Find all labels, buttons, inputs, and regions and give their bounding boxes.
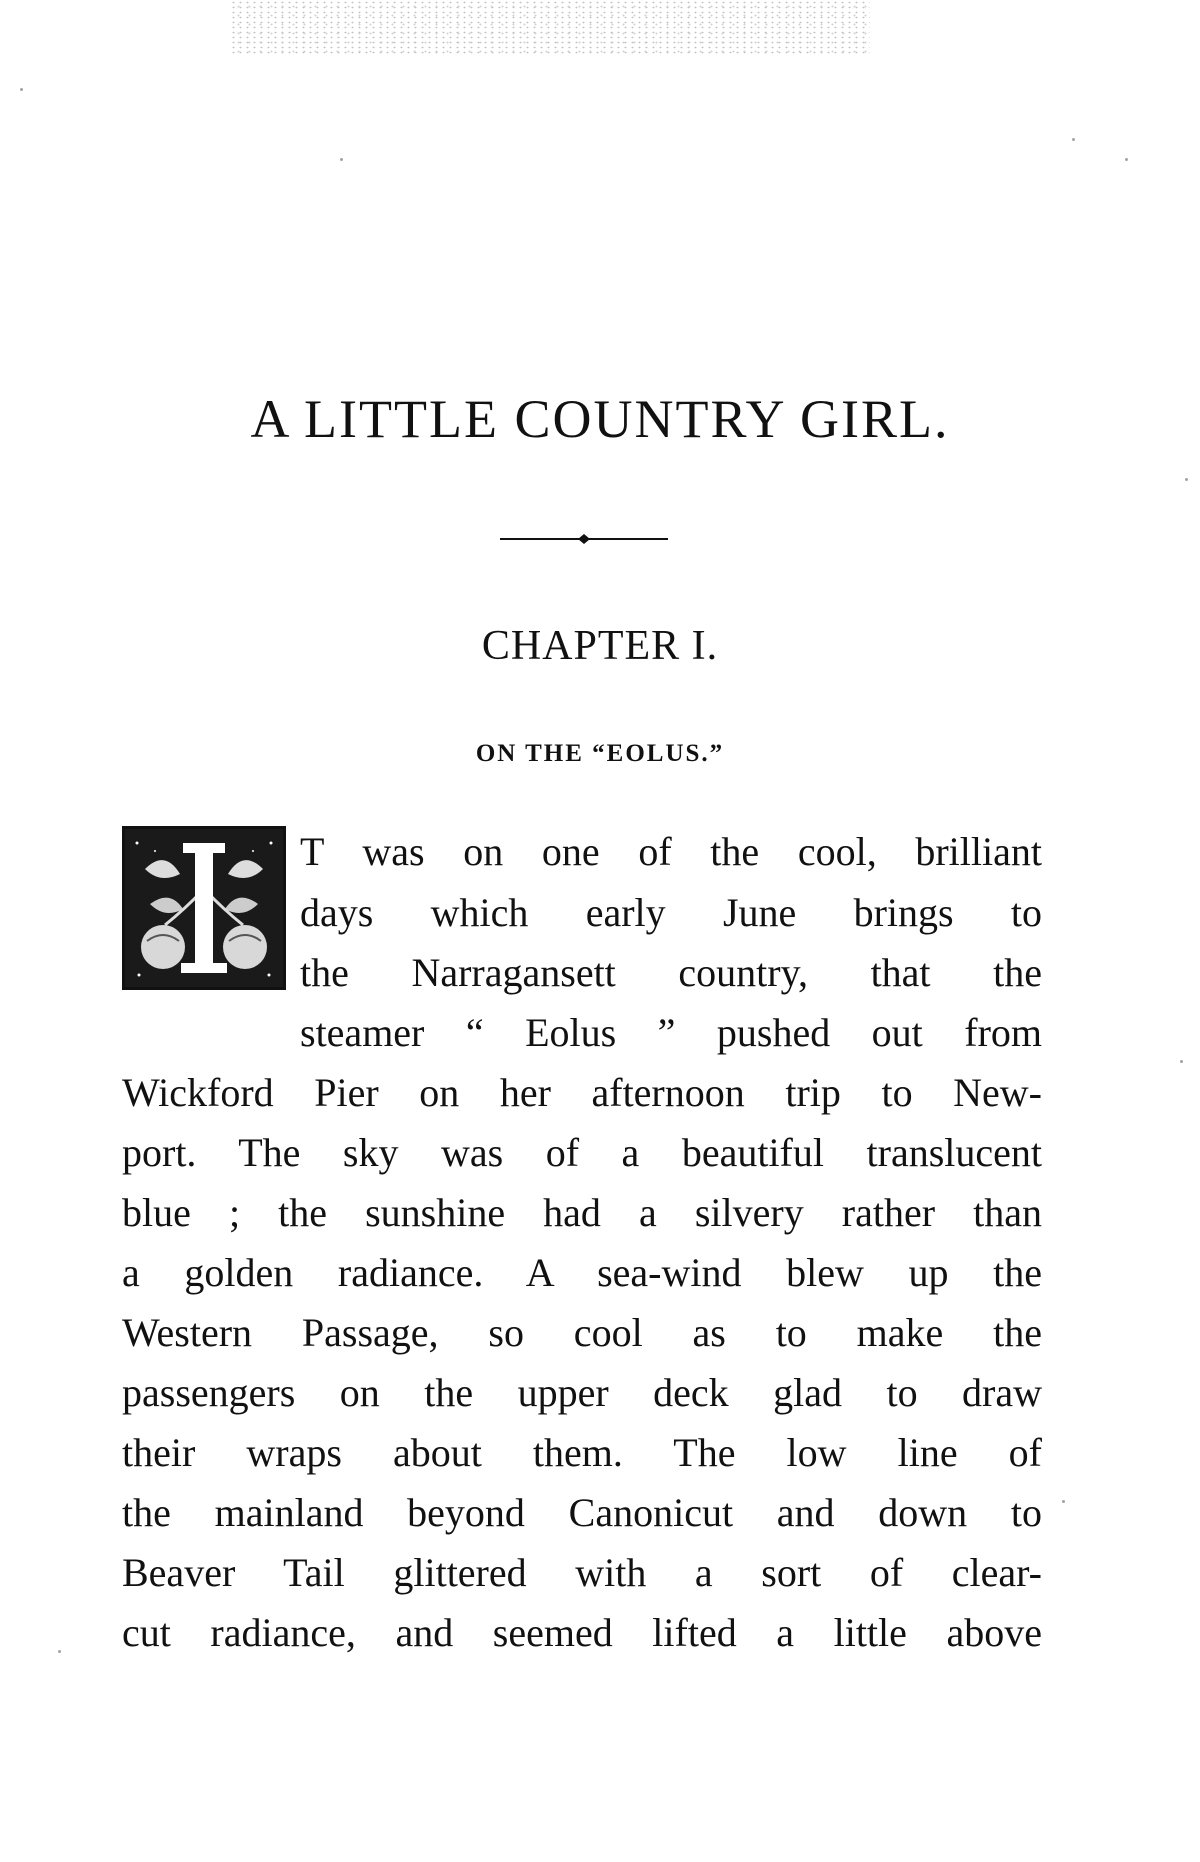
text-line: port. The sky was of a beautiful translucent: [122, 1133, 1042, 1175]
text-line: passengers on the upper deck glad to draw: [122, 1373, 1042, 1415]
text-line: Western Passage, so cool as to make the: [122, 1313, 1042, 1355]
text-line: blue ; the sunshine had a silvery rather than: [122, 1193, 1042, 1235]
text-line: the Narragansett country, that the: [300, 953, 1042, 995]
book-title: A LITTLE COUNTRY GIRL.: [250, 389, 950, 449]
text-line: the mainland beyond Canonicut and down to: [122, 1493, 1042, 1535]
text-line: Wickford Pier on her afternoon trip to New-: [122, 1073, 1042, 1115]
scan-speck: [58, 1650, 61, 1653]
scan-speck: [20, 88, 23, 91]
text-line: Beaver Tail glittered with a sort of clear-: [122, 1553, 1042, 1595]
drop-cap-initial: [122, 826, 286, 990]
text-line: their wraps about them. The low line of: [122, 1433, 1042, 1475]
scan-speck: [340, 158, 343, 161]
chapter-title: ON THE “EOLUS.”: [475, 740, 725, 767]
scan-speck: [1062, 1500, 1065, 1503]
text-line: days which early June brings to: [300, 893, 1042, 935]
scan-speck: [1072, 138, 1075, 141]
text-line: cut radiance, and seemed lifted a little above: [122, 1613, 1042, 1655]
text-line: steamer “ Eolus ” pushed out from: [300, 1013, 1042, 1055]
decorated-initial-icon: [125, 829, 283, 987]
scan-speck: [1180, 1060, 1183, 1063]
text-line: a golden radiance. A sea-wind blew up the: [122, 1253, 1042, 1295]
scan-noise: [230, 0, 870, 55]
divider-ornament-icon: [500, 533, 668, 545]
text-line: T was on one of the cool, brilliant: [300, 832, 1042, 874]
scan-speck: [1125, 158, 1128, 161]
scan-speck: [1185, 478, 1188, 481]
chapter-heading: CHAPTER I.: [481, 623, 719, 669]
